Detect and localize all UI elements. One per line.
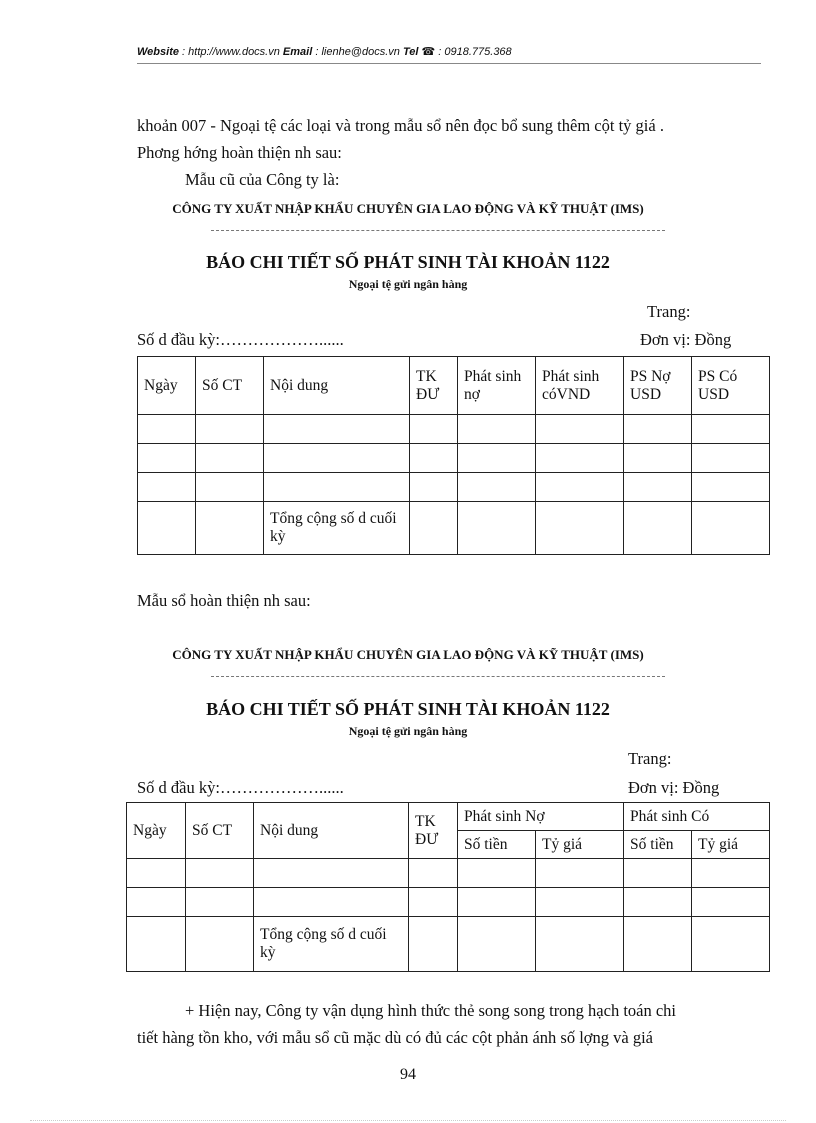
col-header-content: Nội dung: [264, 357, 410, 415]
intro-line-2: Phơng hớng hoàn thiện nh sau:: [137, 143, 342, 162]
form2-company: CÔNG TY XUẤT NHẬP KHẨU CHUYÊN GIA LAO ĐỘNG VÀ KỸ THUẬT (IMS): [172, 647, 644, 662]
outro-line-1: + Hiện nay, Công ty vận dụng hình thức thẻ song song trong hạch toán chi: [185, 1001, 677, 1020]
col-header-credit-usd: PS Có USD: [692, 357, 770, 415]
col-header-date: Ngày: [138, 357, 196, 415]
col-header-debit-amount: Số tiền: [458, 831, 536, 859]
col-header-credit-vnd: Phát sinh cóVND: [536, 357, 624, 415]
col-header-content: Nội dung: [254, 803, 409, 859]
form2-opening-balance: Số d đầu kỳ:………………......: [137, 778, 344, 797]
form1-total-label: Tổng cộng số d cuối kỳ: [264, 502, 410, 555]
form1-table: [137, 356, 770, 555]
col-header-debit: Phát sinh Nợ: [458, 803, 624, 831]
website-label: Website: [137, 46, 179, 58]
outro-line-2: tiết hàng tồn kho, với mẫu sổ cũ mặc dù có đủ các cột phản ánh số lợng và giá: [137, 1028, 653, 1047]
col-header-doc-no: Số CT: [186, 803, 254, 859]
form1-opening-balance: Số d đầu kỳ:………………......: [137, 330, 344, 349]
col-header-debit-usd: PS Nợ USD: [624, 357, 692, 415]
table-row: [127, 859, 770, 888]
page-number: 94: [400, 1066, 416, 1083]
email-label: Email: [282, 46, 313, 58]
col-header-date: Ngày: [127, 803, 186, 859]
form2-total-label: Tổng cộng số d cuối kỳ: [254, 917, 409, 972]
tel-value: ☎ : 0918.775.368: [418, 46, 512, 58]
email-value: : lienhe@docs.vn: [312, 46, 403, 58]
col-header-debit: Phát sinh nợ: [458, 357, 536, 415]
col-header-credit: Phát sinh Có: [624, 803, 770, 831]
form1-unit: Đơn vị: Đồng: [640, 330, 732, 349]
form1-divider: [211, 230, 665, 231]
old-form-label: Mẫu cũ của Công ty là:: [185, 170, 340, 189]
form2-title: BÁO CHI TIẾT SỐ PHÁT SINH TÀI KHOẢN 1122: [206, 699, 610, 719]
col-header-credit-amount: Số tiền: [624, 831, 692, 859]
header-divider: [137, 63, 761, 64]
form2-header-row: [127, 803, 770, 831]
form2-subtitle: Ngoại tệ gửi ngân hàng: [348, 724, 468, 738]
form2-table: [126, 802, 770, 972]
form1-subtitle: Ngoại tệ gửi ngân hàng: [348, 277, 468, 291]
col-header-doc-no: Số CT: [196, 357, 264, 415]
form2-page-label: Trang:: [628, 749, 672, 768]
table-row: [138, 473, 770, 502]
form1-total-row: [138, 502, 770, 555]
col-header-credit-rate: Tỷ giá: [692, 831, 770, 859]
form1-page-label: Trang:: [647, 302, 691, 321]
form2-total-row: [127, 917, 770, 972]
form2-divider: [211, 676, 665, 677]
form2-unit: Đơn vị: Đồng: [628, 778, 720, 797]
table-row: [138, 444, 770, 473]
form1-title: BÁO CHI TIẾT SỐ PHÁT SINH TÀI KHOẢN 1122: [206, 252, 610, 272]
col-header-debit-rate: Tỷ giá: [536, 831, 624, 859]
improved-form-label: Mẫu sổ hoàn thiện nh sau:: [137, 591, 311, 610]
table-row: [127, 888, 770, 917]
website-value: : http://www.docs.vn: [178, 46, 283, 58]
form1-company: CÔNG TY XUẤT NHẬP KHẨU CHUYÊN GIA LAO ĐỘNG VÀ KỸ THUẬT (IMS): [172, 201, 644, 216]
page-header: [137, 45, 512, 58]
intro-line-1: khoản 007 - Ngoại tệ các loại và trong mẫu sổ nên đọc bổ sung thêm cột tỷ giá .: [137, 116, 664, 135]
footer-divider: [30, 1120, 786, 1121]
table-row: [138, 415, 770, 444]
col-header-account: TK ĐƯ: [410, 357, 458, 415]
col-header-account: TK ĐƯ: [409, 803, 458, 859]
form1-header-row: [138, 357, 770, 415]
tel-label: Tel: [402, 46, 419, 58]
